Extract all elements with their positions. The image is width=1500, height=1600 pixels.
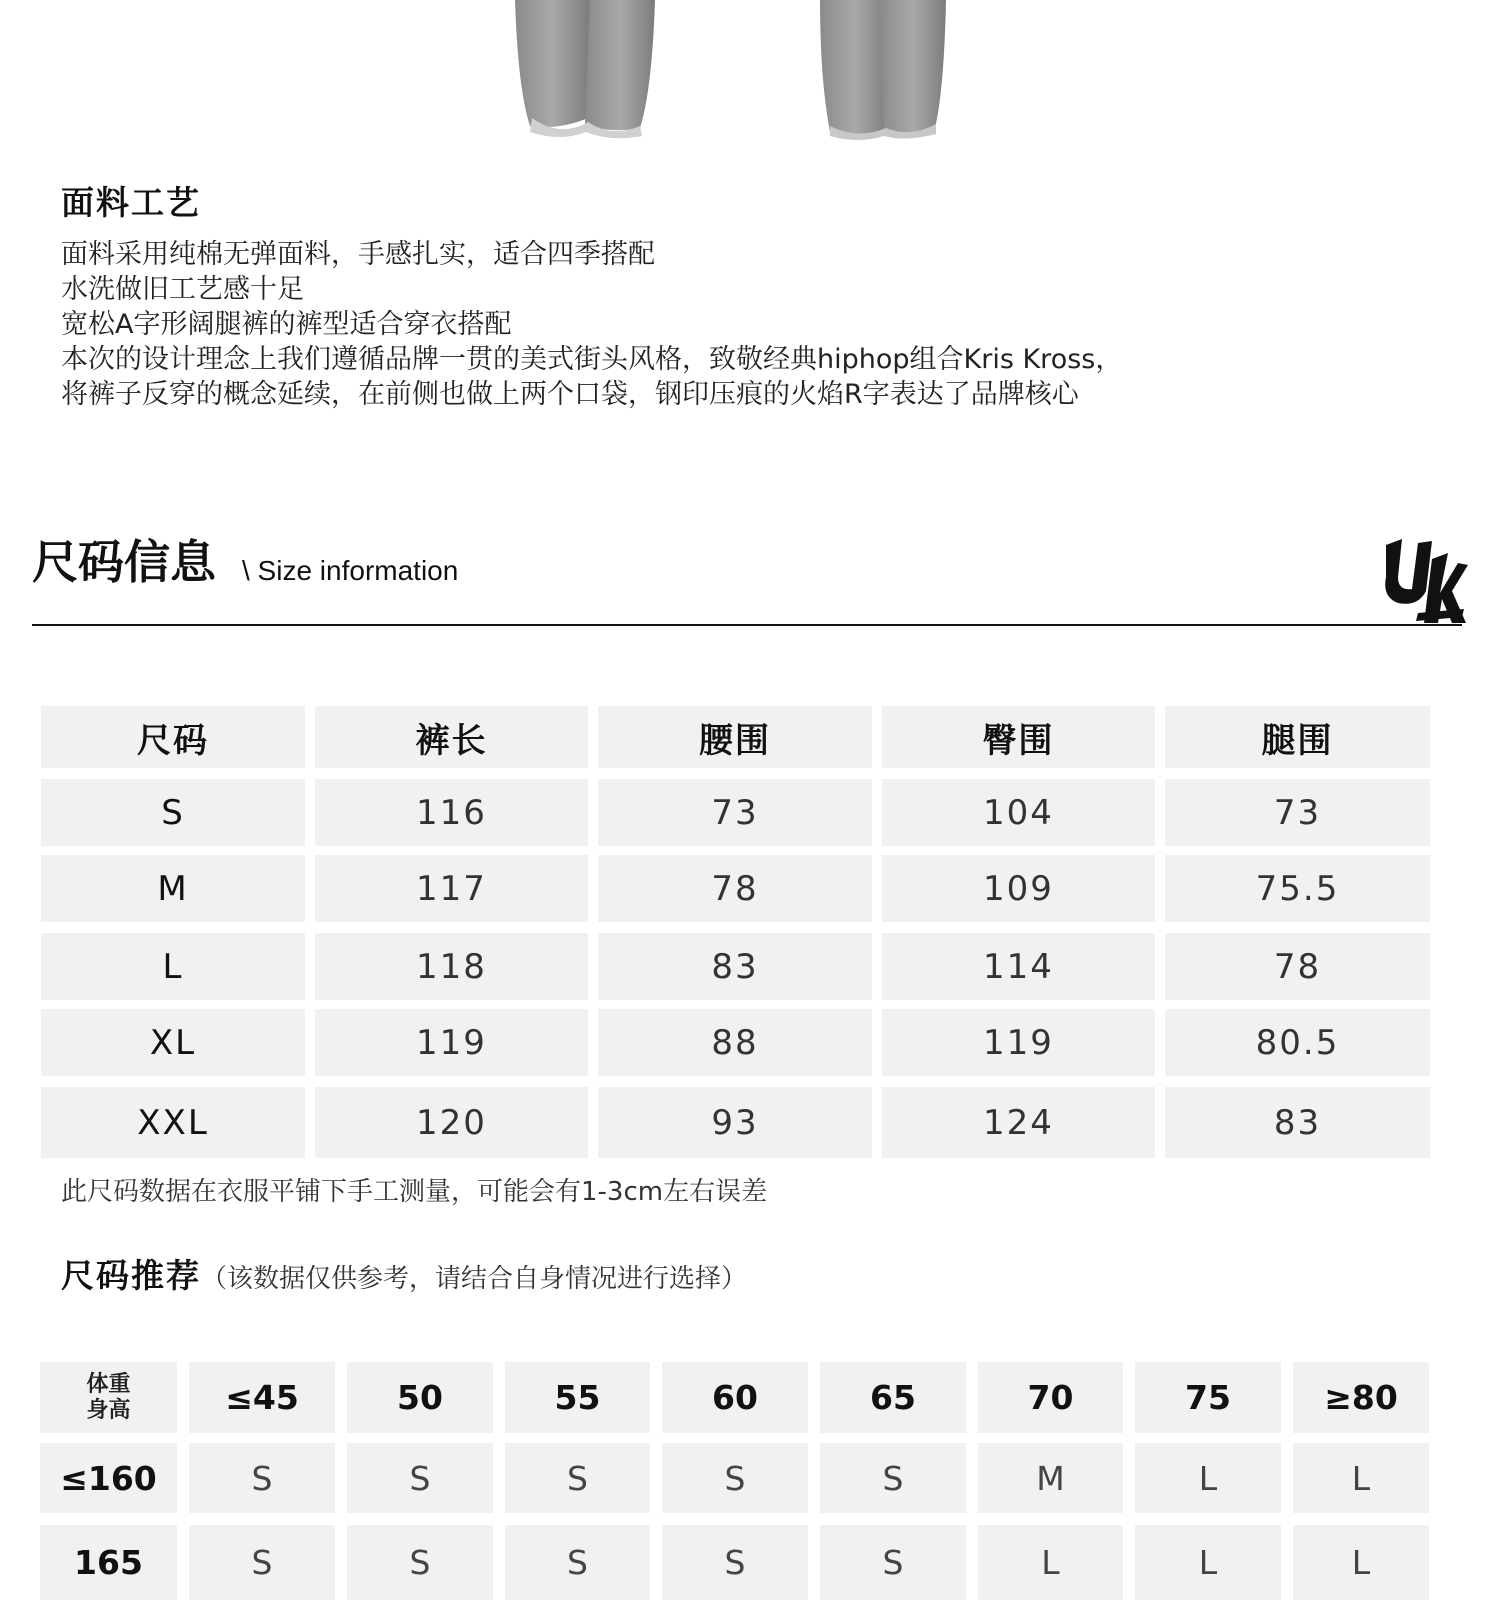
height-axis-label: 身高 (86, 1397, 131, 1423)
size-header (32, 533, 1470, 625)
size-table-cell: 116 (315, 779, 588, 846)
fabric-line: 水洗做旧工艺感十足 (61, 274, 304, 305)
size-subtitle: \ Size information (242, 555, 459, 586)
size-table-header: 腿围 (1165, 706, 1430, 768)
size-table-cell: 88 (598, 1009, 872, 1076)
weight-header: ≤45 (189, 1362, 335, 1433)
weight-header: 50 (347, 1362, 493, 1433)
size-table-header: 腰围 (598, 706, 872, 768)
recommend-subtitle: （该数据仅供参考，请结合自身情况进行选择） (201, 1264, 748, 1294)
height-label: 165 (40, 1525, 177, 1600)
recommend-cell: S (347, 1443, 493, 1513)
size-table-cell: 83 (598, 933, 872, 1000)
weight-header: 75 (1135, 1362, 1281, 1433)
recommend-cell: M (978, 1443, 1123, 1513)
size-table-cell: 109 (882, 855, 1155, 922)
weight-header: 70 (978, 1362, 1123, 1433)
recommend-cell: S (662, 1525, 808, 1600)
recommend-cell: S (820, 1525, 966, 1600)
weight-header: ≥80 (1293, 1362, 1429, 1433)
recommend-cell: L (1135, 1525, 1281, 1600)
fabric-line: 宽松A字形阔腿裤的裤型适合穿衣搭配 (61, 309, 512, 340)
recommend-cell: S (505, 1525, 650, 1600)
size-label: XL (41, 1009, 305, 1076)
height-label: ≤160 (40, 1443, 177, 1513)
fabric-description (61, 237, 1461, 412)
brand-logo-icon (1378, 533, 1470, 625)
recommend-title: 尺码推荐 (61, 1256, 201, 1295)
recommend-cell: S (505, 1443, 650, 1513)
weight-header: 65 (820, 1362, 966, 1433)
size-table-cell: 78 (1165, 933, 1430, 1000)
recommend-cell: S (820, 1443, 966, 1513)
weight-axis-label: 体重 (86, 1371, 131, 1397)
size-title: 尺码信息 (32, 535, 216, 589)
recommend-cell: S (189, 1525, 335, 1600)
size-table-cell: 93 (598, 1087, 872, 1158)
divider (32, 624, 1462, 626)
size-table-cell: 75.5 (1165, 855, 1430, 922)
recommend-cell: S (189, 1443, 335, 1513)
fabric-title: 面料工艺 (61, 183, 201, 222)
recommend-header (61, 1256, 747, 1302)
fabric-section (61, 183, 1461, 412)
size-table-cell: 119 (315, 1009, 588, 1076)
weight-header: 55 (505, 1362, 650, 1433)
size-table-cell: 78 (598, 855, 872, 922)
recommend-cell: L (1135, 1443, 1281, 1513)
recommend-corner-cell (40, 1362, 177, 1433)
size-table-cell: 80.5 (1165, 1009, 1430, 1076)
size-table-cell: 118 (315, 933, 588, 1000)
size-label: S (41, 779, 305, 846)
fabric-line: 本次的设计理念上我们遵循品牌一贯的美式街头风格，致敬经典hiphop组合Kris Kross， (61, 344, 1123, 375)
recommend-cell: S (662, 1443, 808, 1513)
measurement-note: 此尺码数据在衣服平铺下手工测量，可能会有1-3cm左右误差 (61, 1177, 768, 1207)
size-table-cell: 83 (1165, 1087, 1430, 1158)
recommend-cell: L (978, 1525, 1123, 1600)
size-table-header: 裤长 (315, 706, 588, 768)
weight-header: 60 (662, 1362, 808, 1433)
size-label: M (41, 855, 305, 922)
size-table-cell: 117 (315, 855, 588, 922)
size-table-cell: 73 (1165, 779, 1430, 846)
fabric-line: 将裤子反穿的概念延续，在前侧也做上两个口袋，钢印压痕的火焰R字表达了品牌核心 (61, 379, 1079, 410)
size-table-cell: 124 (882, 1087, 1155, 1158)
size-label: XXL (41, 1087, 305, 1158)
size-table-cell: 104 (882, 779, 1155, 846)
recommend-cell: L (1293, 1443, 1429, 1513)
size-table-cell: 73 (598, 779, 872, 846)
size-label: L (41, 933, 305, 1000)
size-table-header: 臀围 (882, 706, 1155, 768)
size-table-cell: 114 (882, 933, 1155, 1000)
size-table-cell: 119 (882, 1009, 1155, 1076)
recommend-cell: L (1293, 1525, 1429, 1600)
fabric-line: 面料采用纯棉无弹面料，手感扎实，适合四季搭配 (61, 239, 655, 270)
size-table-cell: 120 (315, 1087, 588, 1158)
product-photo (0, 0, 1500, 150)
recommend-cell: S (347, 1525, 493, 1600)
size-table-header: 尺码 (41, 706, 305, 768)
